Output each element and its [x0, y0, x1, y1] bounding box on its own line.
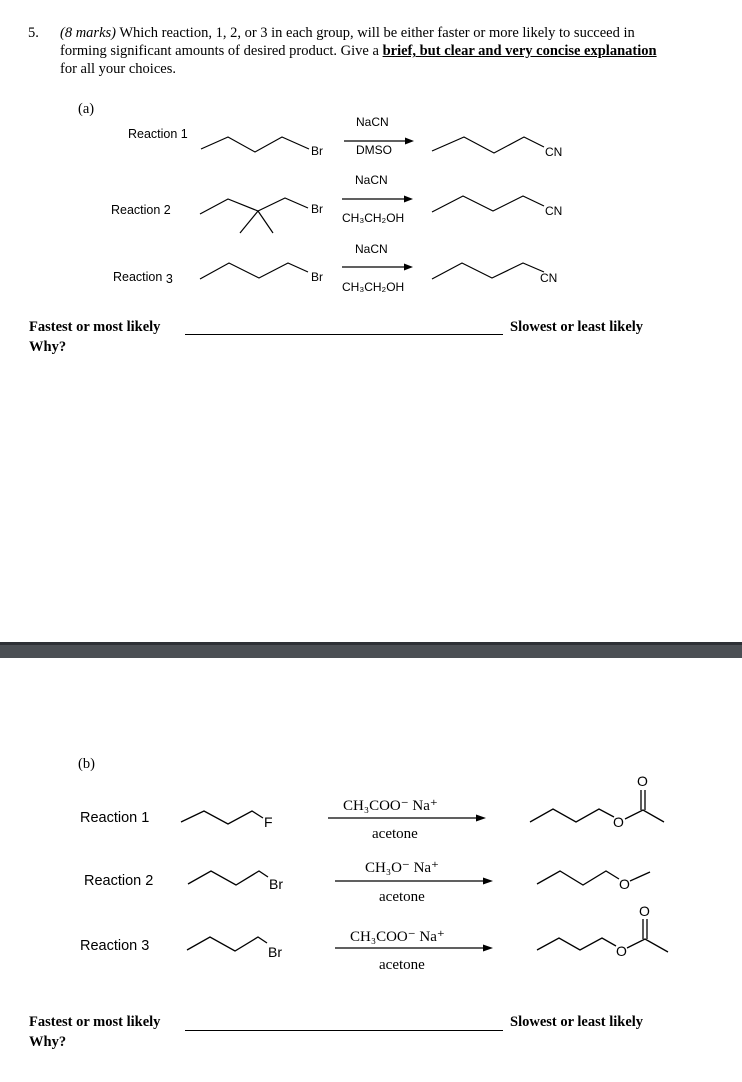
part-a-r1-product-group: CN — [545, 145, 563, 159]
part-b-r1-solvent: acetone — [372, 826, 418, 842]
question-text-part2: for all your choices. — [60, 61, 176, 77]
part-a-fastest-label: Fastest or most likely — [29, 319, 161, 335]
part-b-r1-product-carbonyl-o: O — [637, 773, 648, 789]
part-a-slowest-label: Slowest or least likely — [510, 319, 644, 335]
part-a-reaction-3-label-num: 3 — [165, 272, 173, 286]
part-a-reaction-2-label: Reaction 2 — [111, 203, 171, 217]
part-a-r1-leaving-group: Br — [311, 144, 323, 158]
part-b-answer-line — [185, 1030, 503, 1031]
part-a-reaction-1-label: Reaction 1 — [128, 127, 188, 141]
part-b-r3-product-ether-o: O — [616, 943, 627, 959]
part-b-r2-reagent: CH₃O⁻ Na⁺ — [365, 860, 439, 876]
part-b-r3-solvent: acetone — [379, 957, 425, 973]
question-marks: (8 marks) — [60, 25, 116, 41]
part-b-slowest-label: Slowest or least likely — [510, 1014, 644, 1030]
part-a-why-label: Why? — [29, 339, 67, 355]
part-a-r2-leaving-group: Br — [311, 202, 323, 216]
part-a-r3-solvent: CH₃CH₂OH — [342, 280, 405, 294]
part-b-reaction-1-label: Reaction 1 — [80, 810, 150, 826]
part-b-why-label: Why? — [29, 1034, 67, 1050]
part-b-reaction-2-label: Reaction 2 — [84, 873, 154, 889]
part-b-r2-product-ether-o: O — [619, 876, 630, 892]
part-b-fastest-label: Fastest or most likely — [29, 1014, 161, 1030]
part-b-r2-leaving-group: Br — [269, 876, 283, 892]
part-a-r3-reagent: NaCN — [355, 242, 388, 256]
part-a-r2-solvent: CH₃CH₂OH — [342, 211, 405, 225]
part-a-r2-product-group: CN — [545, 204, 563, 218]
part-a-r3-leaving-group: Br — [311, 270, 323, 284]
part-b-label: (b) — [78, 756, 95, 772]
question-emphasis: brief, but clear and very concise explanation — [382, 43, 657, 59]
part-b-r3-product-carbonyl-o: O — [639, 903, 650, 919]
part-b-r3-leaving-group: Br — [268, 944, 282, 960]
part-a-r3-product-group: CN — [540, 271, 558, 285]
part-b-r1-reagent: CH₃COO⁻ Na⁺ — [343, 798, 438, 814]
part-a-r1-reagent: NaCN — [356, 115, 389, 129]
part-b-r3-reagent: CH₃COO⁻ Na⁺ — [350, 929, 445, 945]
part-b-r1-product-ether-o: O — [613, 814, 624, 830]
part-b-reaction-3-label: Reaction 3 — [80, 938, 150, 954]
part-a-label: (a) — [78, 101, 95, 117]
part-a-r1-solvent: DMSO — [356, 143, 392, 157]
part-a-reaction-3-label-text: Reaction — [113, 270, 163, 284]
question-number: 5. — [28, 25, 39, 41]
part-a-r2-reagent: NaCN — [355, 173, 388, 187]
question-text-part1: Which reaction, 1, 2, or 3 in each group, will be either faster or more likely to succeed in forming significant amounts of desired product. Give a — [60, 25, 635, 59]
part-b-r2-solvent: acetone — [379, 889, 425, 905]
part-b-r1-leaving-group: F — [264, 814, 273, 830]
